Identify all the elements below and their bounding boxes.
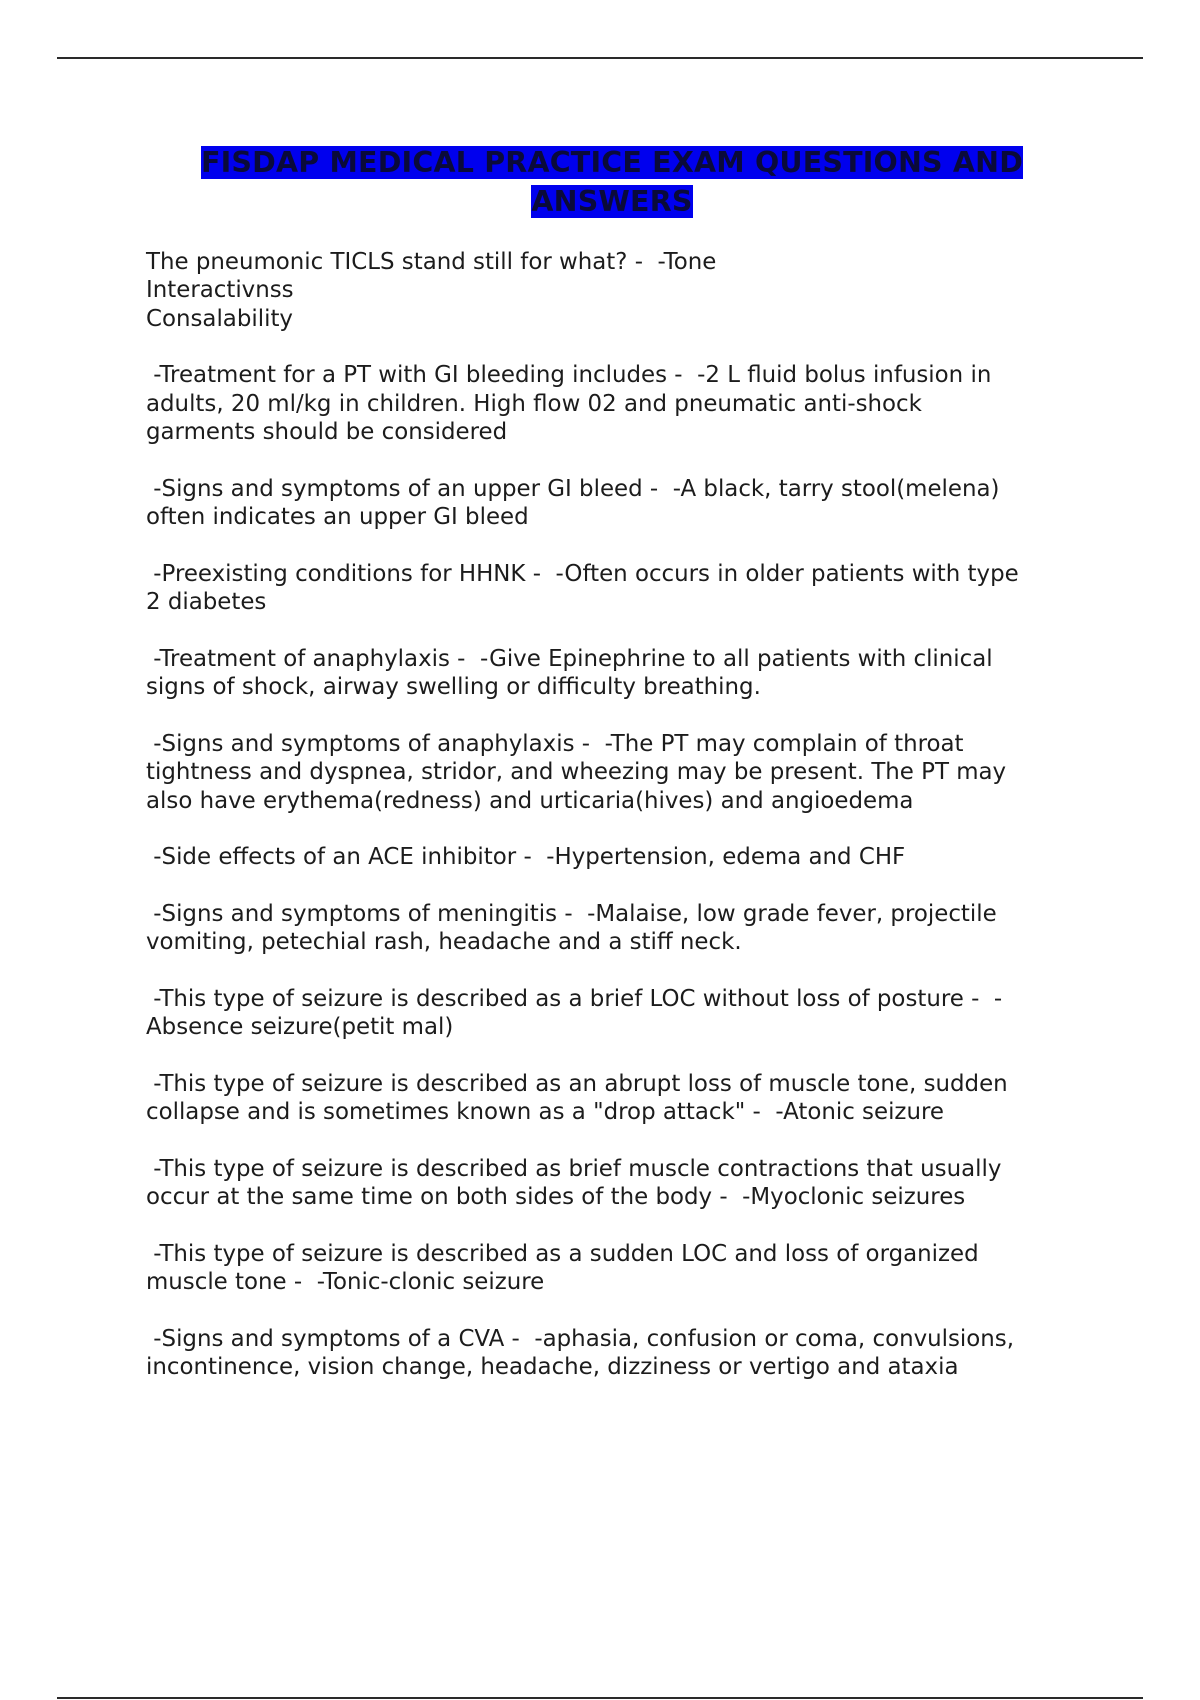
qa-line: tightness and dyspnea, stridor, and wheezing may be present. The PT may <box>146 759 1007 786</box>
qa-item <box>146 361 1086 446</box>
bottom-rule <box>57 1697 1143 1699</box>
qa-item <box>146 560 1086 617</box>
qa-line: -Signs and symptoms of anaphylaxis - -The PT may complain of throat <box>146 730 964 757</box>
qa-item <box>146 248 1086 333</box>
qa-line: adults, 20 ml/kg in children. High flow 02 and pneumatic anti-shock <box>146 390 922 417</box>
qa-line: Consalability <box>146 305 293 332</box>
qa-line: also have erythema(redness) and urticaria(hives) and angioedema <box>146 787 914 814</box>
title-highlight: FISDAP MEDICAL PRACTICE EXAM QUESTIONS AND ANSWERS <box>200 146 1024 218</box>
qa-line: Interactivnss <box>146 277 294 304</box>
qa-line: -Signs and symptoms of meningitis - -Malaise, low grade fever, projectile <box>146 900 997 927</box>
qa-line: -Treatment for a PT with GI bleeding includes - -2 L fluid bolus infusion in <box>146 362 992 389</box>
qa-line: occur at the same time on both sides of the body - -Myoclonic seizures <box>146 1184 966 1211</box>
qa-line: -This type of seizure is described as a brief LOC without loss of posture - - <box>146 985 1003 1012</box>
qa-line: -Signs and symptoms of a CVA - -aphasia, confusion or coma, convulsions, <box>146 1326 1014 1353</box>
qa-item <box>146 475 1086 532</box>
qa-item <box>146 1325 1086 1382</box>
qa-item <box>146 900 1086 957</box>
qa-line: garments should be considered <box>146 419 508 446</box>
qa-line: -Side effects of an ACE inhibitor - -Hypertension, edema and CHF <box>146 844 906 871</box>
qa-line: -Preexisting conditions for HHNK - -Often occurs in older patients with type <box>146 560 1019 587</box>
qa-line: signs of shock, airway swelling or difficulty breathing. <box>146 674 761 701</box>
qa-line: The pneumonic TICLS stand still for what? - -Tone <box>146 249 717 275</box>
document-title <box>146 144 1078 221</box>
qa-item <box>146 645 1086 702</box>
qa-line: -This type of seizure is described as an abrupt loss of muscle tone, sudden <box>146 1070 1008 1097</box>
top-rule <box>57 57 1143 59</box>
qa-item <box>146 1240 1086 1297</box>
qa-item <box>146 985 1086 1042</box>
qa-item <box>146 1070 1086 1127</box>
qa-line: Absence seizure(petit mal) <box>146 1014 454 1041</box>
qa-line: -Signs and symptoms of an upper GI bleed - -A black, tarry stool(melena) <box>146 475 1000 502</box>
qa-line: 2 diabetes <box>146 589 267 616</box>
qa-body <box>146 248 1086 1410</box>
qa-line: vomiting, petechial rash, headache and a stiff neck. <box>146 929 742 956</box>
qa-line: -This type of seizure is described as a sudden LOC and loss of organized <box>146 1241 979 1268</box>
qa-line: -This type of seizure is described as brief muscle contractions that usually <box>146 1156 1002 1182</box>
qa-item <box>146 730 1086 815</box>
qa-item <box>146 1155 1086 1212</box>
qa-line: muscle tone - -Tonic-clonic seizure <box>146 1269 545 1296</box>
qa-line: incontinence, vision change, headache, dizziness or vertigo and ataxia <box>146 1354 959 1381</box>
qa-item <box>146 843 1086 871</box>
qa-line: often indicates an upper GI bleed <box>146 504 529 531</box>
qa-line: collapse and is sometimes known as a "drop attack" - -Atonic seizure <box>146 1099 944 1126</box>
qa-line: -Treatment of anaphylaxis - -Give Epinephrine to all patients with clinical <box>146 645 993 672</box>
